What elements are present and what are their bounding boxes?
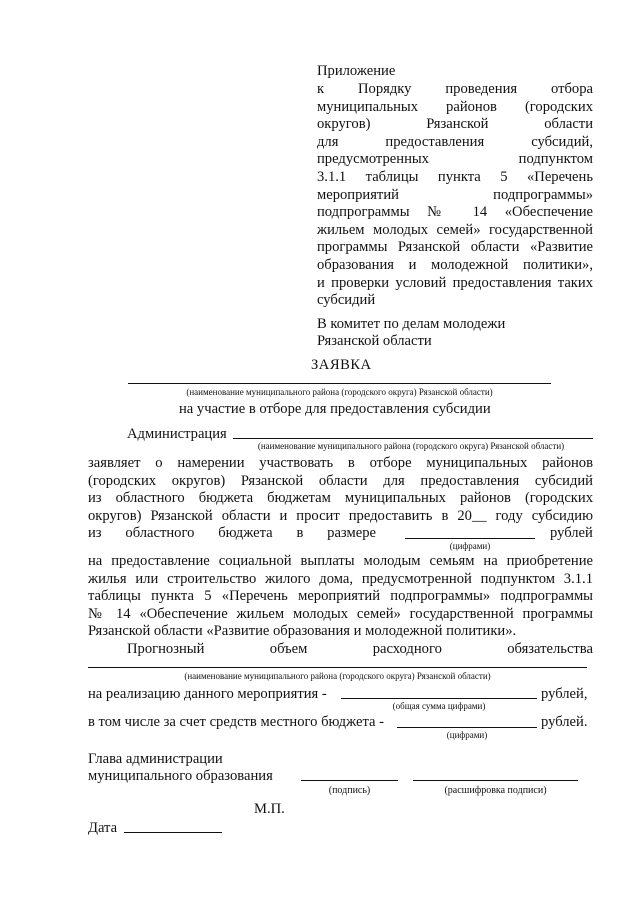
appendix-line: к Порядку проведения отбора xyxy=(317,81,593,97)
appendix-line: предусмотренных подпунктом xyxy=(317,151,593,167)
amount-currency: рублей xyxy=(550,525,593,541)
appendix-line: мероприятий подпрограммы» xyxy=(317,187,593,203)
amount-caption: (цифрами) xyxy=(449,541,491,551)
head-title-line-2: муниципального образования xyxy=(88,768,273,784)
purpose-line: на предоставление социальной выплаты молодым семьям на приобретение xyxy=(88,553,593,569)
date-field[interactable] xyxy=(124,832,222,833)
appendix-line: 3.1.1 таблицы пункта 5 «Перечень xyxy=(317,169,593,185)
signature-decoding-field[interactable] xyxy=(413,780,578,781)
amount-word: из xyxy=(88,525,102,541)
appendix-line: Приложение xyxy=(317,63,396,79)
administration-caption: (наименование муниципального района (городского округа) Рязанской области) xyxy=(257,441,565,451)
amount-word: областного xyxy=(125,525,195,541)
document-title: ЗАЯВКА xyxy=(311,357,372,373)
amount-word: бюджета xyxy=(218,525,273,541)
appendix-line: и проверки условий предоставления таких xyxy=(317,275,593,291)
total-amount-caption: (общая сумма цифрами) xyxy=(392,701,486,711)
addressee-line-1: В комитет по делам молодежи xyxy=(317,316,506,332)
addressee-line-2: Рязанской области xyxy=(317,333,432,349)
forecast-word: обязательства xyxy=(507,641,593,657)
purpose-line: таблицы пункта 5 «Перечень мероприятий подпрограммы» подпрограммы xyxy=(88,588,593,604)
local-budget-text: в том числе за счет средств местного бюджета - xyxy=(88,714,384,730)
forecast-line xyxy=(127,641,593,657)
municipality-caption-2: (наименование муниципального района (городского округа) Рязанской области) xyxy=(184,671,491,681)
appendix-line: для предоставления субсидий, xyxy=(317,134,593,150)
date-label: Дата xyxy=(88,820,118,836)
realization-text: на реализацию данного мероприятия - xyxy=(88,686,327,702)
appendix-line: субсидий xyxy=(317,292,376,308)
head-title-line-1: Глава администрации xyxy=(88,751,223,767)
body-line: округов) Рязанской области и просит предоставить в 20__ году субсидию xyxy=(88,508,593,524)
municipality-caption: (наименование муниципального района (городского округа) Рязанской области) xyxy=(186,387,493,397)
forecast-word: расходного xyxy=(372,641,442,657)
appendix-line: программы Рязанской области «Развитие xyxy=(317,239,593,255)
administration-label: Администрация xyxy=(127,426,227,442)
body-line: из областного бюджета бюджетам муниципальных районов (городских xyxy=(88,490,593,506)
amount-word: размере xyxy=(327,525,376,541)
local-budget-caption: (цифрами) xyxy=(446,730,488,740)
appendix-line: жильем молодых семей» государственной xyxy=(317,222,593,238)
purpose-line: жилья или строительство жилого дома, предусмотренной подпунктом 3.1.1 xyxy=(88,571,593,587)
realization-currency: рублей, xyxy=(541,686,588,702)
stamp-placeholder: М.П. xyxy=(254,801,285,817)
appendix-line: образования и молодежной политики», xyxy=(317,257,593,273)
purpose-line: Рязанской области «Развитие образования и молодежной политики». xyxy=(88,623,517,639)
decoding-caption: (расшифровка подписи) xyxy=(444,785,547,796)
local-budget-currency: рублей. xyxy=(541,714,588,730)
amount-word: в xyxy=(296,525,304,541)
forecast-word: объем xyxy=(269,641,308,657)
signature-field[interactable] xyxy=(301,780,398,781)
amount-line-words xyxy=(88,525,376,541)
subsidy-amount-field[interactable] xyxy=(405,538,535,539)
municipality-name-field[interactable] xyxy=(128,383,551,384)
municipality-name-field-2[interactable] xyxy=(88,667,587,668)
administration-name-field[interactable] xyxy=(233,438,593,439)
appendix-line: округов) Рязанской области xyxy=(317,116,593,132)
forecast-word: Прогнозный xyxy=(127,641,205,657)
local-budget-amount-field[interactable] xyxy=(397,727,537,728)
purpose-line: № 14 «Обеспечение жильем молодых семей» государственной программы xyxy=(88,606,593,622)
participation-text: на участие в отборе для предоставления субсидии xyxy=(179,401,491,417)
signature-caption: (подпись) xyxy=(328,785,371,796)
appendix-line: подпрограммы № 14 «Обеспечение xyxy=(317,204,593,220)
body-line: заявляет о намерении участвовать в отборе муниципальных районов xyxy=(88,455,593,471)
body-line: (городских округов) Рязанской области для предоставления субсидий xyxy=(88,473,593,489)
total-amount-field[interactable] xyxy=(341,698,537,699)
appendix-line: муниципальных районов (городских xyxy=(317,99,593,115)
